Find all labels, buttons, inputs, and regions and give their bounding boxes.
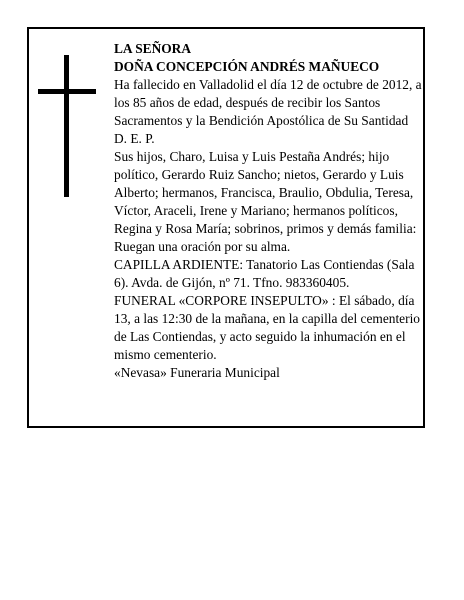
obituary-text [114, 40, 424, 382]
funeral-home: «Nevasa» Funeraria Municipal [114, 365, 280, 380]
cross-horizontal-bar [38, 89, 96, 94]
death-announcement: Ha fallecido en Valladolid el día 12 de octubre de 2012, a los 85 años de edad, después de recibir los Santos Sacramentos y la Bendición Apostólica de Su Santidad D. E. P. [114, 77, 422, 146]
family-list: Sus hijos, Charo, Luisa y Luis Pestaña Andrés; hijo político, Gerardo Ruiz Sancho; nietos, Gerardo y Luis Alberto; hermanos, Francisca, Braulio, Obdulia, Teresa, Víctor, Araceli, Irene y Mariano; hermanos políticos, Regina y Rosa María; sobrinos, primos y demás familia: [114, 149, 417, 236]
cross-vertical-bar [64, 55, 69, 197]
wake-info: CAPILLA ARDIENTE: Tanatorio Las Contiendas (Sala 6). Avda. de Gijón, nº 71. Tfno. 983360405. [114, 257, 415, 290]
deceased-name: DOÑA CONCEPCIÓN ANDRÉS MAÑUECO [114, 59, 380, 74]
prayer-request: Ruegan una oración por su alma. [114, 239, 291, 254]
notice-heading: LA SEÑORA [114, 41, 192, 56]
cross-icon [38, 55, 96, 197]
funeral-info: FUNERAL «CORPORE INSEPULTO» : El sábado, día 13, a las 12:30 de la mañana, en la capilla del cementerio de Las Contiendas, y acto seguido la inhumación en el mismo cementerio. [114, 293, 420, 362]
